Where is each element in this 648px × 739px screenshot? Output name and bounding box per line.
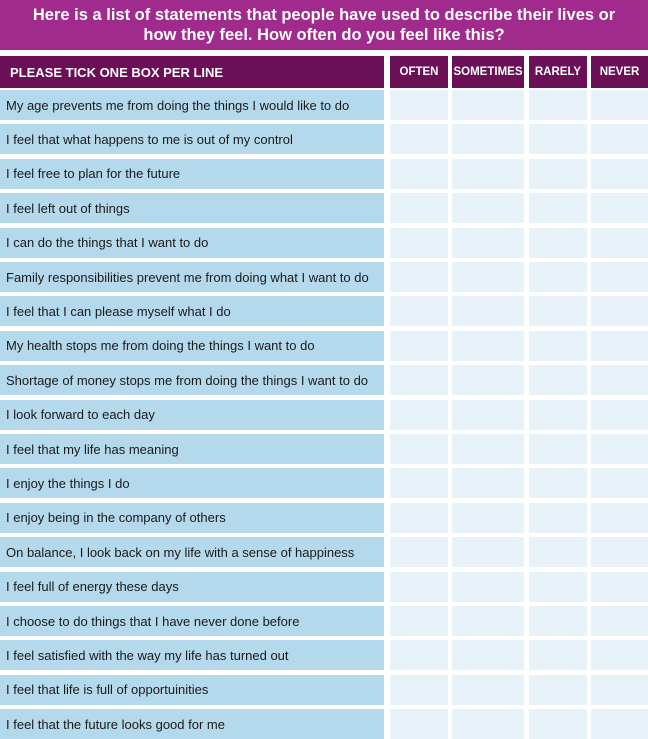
statement-text: I feel that life is full of opportuinities [0,675,384,705]
tick-box-never[interactable] [591,503,648,533]
tick-box-rarely[interactable] [529,228,587,258]
statement-text: Shortage of money stops me from doing the things I want to do [0,365,384,395]
table-row [0,331,648,361]
statement-text: I feel that what happens to me is out of my control [0,124,384,154]
tick-box-rarely[interactable] [529,262,587,292]
statement-text: I choose to do things that I have never done before [0,606,384,636]
statement-text: I feel that my life has meaning [0,434,384,464]
tick-box-never[interactable] [591,675,648,705]
tick-box-often[interactable] [390,365,448,395]
table-row [0,503,648,533]
tick-box-never[interactable] [591,537,648,567]
statement-text: On balance, I look back on my life with a sense of happiness [0,537,384,567]
tick-box-often[interactable] [390,228,448,258]
table-row [0,537,648,567]
tick-box-rarely[interactable] [529,331,587,361]
tick-box-sometimes[interactable] [452,228,524,258]
tick-box-often[interactable] [390,90,448,120]
tick-box-sometimes[interactable] [452,606,524,636]
tick-box-often[interactable] [390,434,448,464]
column-header-sometimes: SOMETIMES [452,56,524,88]
tick-box-rarely[interactable] [529,365,587,395]
statement-text: I feel left out of things [0,193,384,223]
tick-box-never[interactable] [591,193,648,223]
table-row [0,228,648,258]
instruction-header: PLEASE TICK ONE BOX PER LINE [0,56,384,88]
tick-box-sometimes[interactable] [452,434,524,464]
tick-box-rarely[interactable] [529,400,587,430]
tick-box-rarely[interactable] [529,675,587,705]
column-header-never: NEVER [591,56,648,88]
tick-box-never[interactable] [591,640,648,670]
tick-box-rarely[interactable] [529,537,587,567]
tick-box-sometimes[interactable] [452,709,524,739]
question-line-2: how they feel. How often do you feel like this? [143,26,505,44]
tick-box-often[interactable] [390,503,448,533]
tick-box-often[interactable] [390,675,448,705]
question-line-1: Here is a list of statements that people have used to describe their lives or [32,6,616,24]
statement-text: I enjoy being in the company of others [0,503,384,533]
tick-box-rarely[interactable] [529,709,587,739]
statement-text: I look forward to each day [0,400,384,430]
statement-text: I feel that the future looks good for me [0,709,384,739]
statement-text: Family responsibilities prevent me from doing what I want to do [0,262,384,292]
tick-box-often[interactable] [390,331,448,361]
tick-box-rarely[interactable] [529,503,587,533]
tick-box-often[interactable] [390,537,448,567]
tick-box-sometimes[interactable] [452,365,524,395]
tick-box-sometimes[interactable] [452,90,524,120]
tick-box-never[interactable] [591,468,648,498]
tick-box-sometimes[interactable] [452,503,524,533]
tick-box-rarely[interactable] [529,640,587,670]
statement-text: I feel that I can please myself what I do [0,296,384,326]
statement-text: I feel free to plan for the future [0,159,384,189]
tick-box-never[interactable] [591,709,648,739]
table-row [0,572,648,602]
tick-box-sometimes[interactable] [452,159,524,189]
table-row [0,365,648,395]
tick-box-never[interactable] [591,296,648,326]
tick-box-never[interactable] [591,159,648,189]
table-row [0,262,648,292]
table-row [0,468,648,498]
statement-text: My health stops me from doing the things I want to do [0,331,384,361]
table-row [0,434,648,464]
tick-box-rarely[interactable] [529,468,587,498]
tick-box-never[interactable] [591,400,648,430]
tick-box-often[interactable] [390,262,448,292]
tick-box-sometimes[interactable] [452,468,524,498]
tick-box-sometimes[interactable] [452,675,524,705]
table-row [0,159,648,189]
tick-box-rarely[interactable] [529,90,587,120]
tick-box-often[interactable] [390,159,448,189]
tick-box-sometimes[interactable] [452,537,524,567]
tick-box-sometimes[interactable] [452,296,524,326]
tick-box-often[interactable] [390,606,448,636]
statement-text: I can do the things that I want to do [0,228,384,258]
tick-box-sometimes[interactable] [452,124,524,154]
statement-text: My age prevents me from doing the things I would like to do [0,90,384,120]
tick-box-never[interactable] [591,572,648,602]
tick-box-sometimes[interactable] [452,262,524,292]
table-row [0,193,648,223]
tick-box-often[interactable] [390,193,448,223]
column-header-rarely: RARELY [529,56,587,88]
tick-box-rarely[interactable] [529,124,587,154]
tick-box-rarely[interactable] [529,159,587,189]
statement-text: I feel full of energy these days [0,572,384,602]
table-row [0,400,648,430]
tick-box-often[interactable] [390,124,448,154]
tick-box-often[interactable] [390,296,448,326]
tick-box-never[interactable] [591,262,648,292]
tick-box-often[interactable] [390,709,448,739]
tick-box-never[interactable] [591,365,648,395]
tick-box-often[interactable] [390,400,448,430]
tick-box-rarely[interactable] [529,193,587,223]
tick-box-sometimes[interactable] [452,572,524,602]
table-row [0,124,648,154]
table-row [0,709,648,739]
tick-box-sometimes[interactable] [452,400,524,430]
tick-box-never[interactable] [591,228,648,258]
column-header-often: OFTEN [390,56,448,88]
statement-text: I enjoy the things I do [0,468,384,498]
statement-text: I feel satisfied with the way my life has turned out [0,640,384,670]
tick-box-often[interactable] [390,640,448,670]
tick-box-sometimes[interactable] [452,640,524,670]
tick-box-rarely[interactable] [529,296,587,326]
table-row [0,90,648,120]
table-row [0,675,648,705]
question-banner [0,0,648,50]
tick-box-never[interactable] [591,124,648,154]
tick-box-rarely[interactable] [529,572,587,602]
tick-box-rarely[interactable] [529,606,587,636]
tick-box-never[interactable] [591,331,648,361]
tick-box-often[interactable] [390,468,448,498]
table-row [0,296,648,326]
tick-box-never[interactable] [591,90,648,120]
tick-box-never[interactable] [591,606,648,636]
tick-box-sometimes[interactable] [452,193,524,223]
tick-box-often[interactable] [390,572,448,602]
table-row [0,606,648,636]
tick-box-sometimes[interactable] [452,331,524,361]
table-row [0,640,648,670]
tick-box-never[interactable] [591,434,648,464]
tick-box-rarely[interactable] [529,434,587,464]
